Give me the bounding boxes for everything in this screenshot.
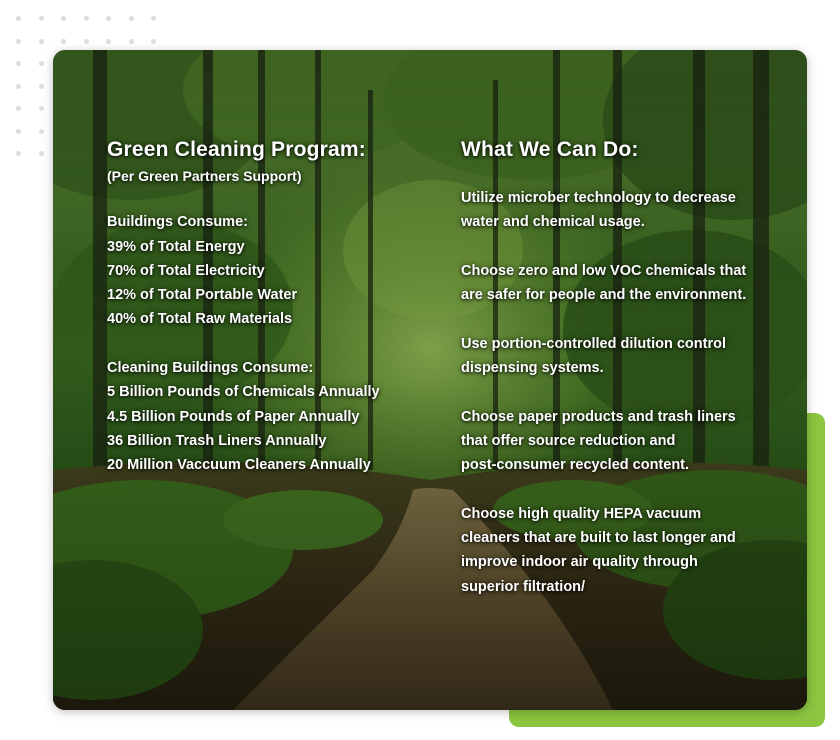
- decorative-dot: [106, 16, 111, 21]
- decorative-dot: [129, 16, 134, 21]
- action-line: water and chemical usage.: [461, 214, 645, 231]
- action-line: Utilize microber technology to decrease: [461, 190, 736, 206]
- action-line: improve indoor air quality through: [461, 554, 698, 571]
- buildings-item: 39% of Total Energy: [107, 238, 245, 255]
- action-line: that offer source reduction and: [461, 432, 676, 449]
- action-line: Choose high quality HEPA vacuum: [461, 505, 702, 522]
- actions-heading: What We Can Do:: [461, 138, 639, 161]
- program-column: [107, 136, 447, 478]
- action-line: Choose zero and low VOC chemicals that: [461, 262, 747, 279]
- decorative-dot: [151, 16, 156, 21]
- action-paragraph: [461, 186, 791, 235]
- cleaning-item: 20 Million Vaccuum Cleaners Annually: [107, 457, 371, 474]
- decorative-dot: [16, 151, 21, 156]
- buildings-item: 40% of Total Raw Materials: [107, 311, 293, 328]
- buildings-title: Buildings Consume:: [107, 214, 248, 231]
- action-paragraph: [461, 405, 791, 478]
- cleaning-item: 4.5 Billion Pounds of Paper Annually: [107, 408, 360, 425]
- action-paragraph: [461, 332, 791, 381]
- decorative-dot: [129, 39, 134, 44]
- buildings-item: 12% of Total Portable Water: [107, 287, 298, 304]
- action-line: superior filtration/: [461, 578, 586, 595]
- decorative-dot: [16, 61, 21, 66]
- decorative-dot: [39, 129, 44, 134]
- action-line: Choose paper products and trash liners: [461, 408, 736, 425]
- action-line: cleaners that are built to last longer and: [461, 530, 736, 547]
- action-line: dispensing systems.: [461, 360, 604, 377]
- decorative-dot: [61, 16, 66, 21]
- decorative-dot: [39, 84, 44, 89]
- action-paragraph: [461, 502, 791, 599]
- action-line: post-consumer recycled content.: [461, 457, 690, 474]
- decorative-dot: [39, 39, 44, 44]
- program-subheading: (Per Green Partners Support): [107, 168, 302, 184]
- decorative-dot: [39, 16, 44, 21]
- actions-column: [461, 136, 791, 623]
- action-line: Use portion-controlled dilution control: [461, 335, 727, 352]
- decorative-dot: [106, 39, 111, 44]
- decorative-dot: [39, 106, 44, 111]
- spacer: [107, 186, 447, 210]
- cleaning-title: Cleaning Buildings Consume:: [107, 360, 314, 377]
- decorative-dot: [61, 39, 66, 44]
- decorative-dot: [84, 16, 89, 21]
- cleaning-item: 5 Billion Pounds of Chemicals Annually: [107, 384, 380, 401]
- decorative-dot: [39, 61, 44, 66]
- forest-card: [53, 50, 807, 710]
- program-heading: Green Cleaning Program:: [107, 138, 366, 161]
- action-paragraph: [461, 259, 791, 308]
- decorative-dot: [84, 39, 89, 44]
- spacer: [107, 332, 447, 356]
- spacer: [461, 164, 791, 186]
- decorative-dot: [16, 16, 21, 21]
- cleaning-item: 36 Billion Trash Liners Annually: [107, 432, 327, 449]
- action-line: are safer for people and the environment.: [461, 287, 747, 304]
- decorative-dot: [16, 39, 21, 44]
- decorative-dot: [16, 84, 21, 89]
- decorative-dot: [16, 106, 21, 111]
- decorative-dot: [151, 39, 156, 44]
- decorative-dot: [16, 129, 21, 134]
- decorative-dot: [39, 151, 44, 156]
- buildings-item: 70% of Total Electricity: [107, 262, 265, 279]
